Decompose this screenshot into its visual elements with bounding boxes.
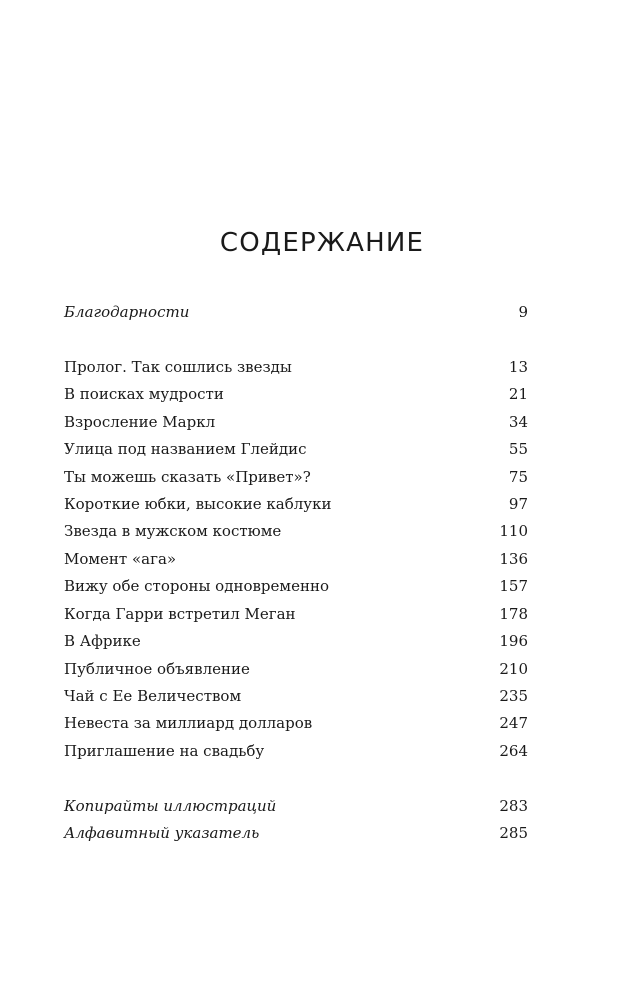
entry-label: Благодарности: [64, 303, 190, 321]
entry-label: Момент «ага»: [64, 550, 177, 568]
toc-entry-chapter-10: [64, 631, 528, 651]
toc-entry-chapter-2: [64, 412, 528, 432]
entry-label: Копирайты иллюстраций: [64, 797, 277, 815]
entry-page: 157: [499, 577, 528, 595]
toc-entry-chapter-4: [64, 467, 528, 487]
entry-label: Улица под названием Глейдис: [64, 440, 307, 458]
entry-page: 55: [508, 440, 528, 458]
entry-label: Звезда в мужском костюме: [64, 522, 282, 540]
toc-entry-chapter-0: [64, 357, 528, 377]
entry-label: Алфавитный указатель: [64, 824, 260, 842]
toc-entry-back-0: [64, 796, 528, 816]
entry-page: 285: [499, 824, 528, 842]
entry-label: Невеста за миллиард долларов: [64, 714, 313, 732]
entry-page: 13: [508, 358, 528, 376]
entry-page: 34: [508, 413, 528, 431]
entry-page: 247: [499, 714, 528, 732]
entry-label: Вижу обе стороны одновременно: [64, 577, 329, 595]
entry-label: В поисках мудрости: [64, 385, 224, 403]
toc-entry-chapter-8: [64, 576, 528, 596]
entry-page: 21: [508, 385, 528, 403]
toc-entry-chapter-6: [64, 521, 528, 541]
entry-page: 136: [499, 550, 528, 568]
entry-page: 75: [508, 468, 528, 486]
entry-page: 196: [499, 632, 528, 650]
entry-page: 210: [499, 660, 528, 678]
toc-title: СОДЕРЖАНИЕ: [219, 228, 425, 258]
entry-label: Ты можешь сказать «Привет»?: [64, 468, 311, 486]
entry-page: 264: [499, 742, 528, 760]
entry-label: В Африке: [64, 632, 141, 650]
entry-page: 110: [499, 522, 528, 540]
toc-entry-chapter-5: [64, 494, 528, 514]
entry-label: Публичное объявление: [64, 660, 250, 678]
entry-page: 9: [518, 303, 528, 321]
entry-page: 97: [508, 495, 528, 513]
entry-page: 235: [499, 687, 528, 705]
toc-entry-back-1: [64, 823, 528, 843]
toc-entry-chapter-9: [64, 604, 528, 624]
entry-label: Пролог. Так сошлись звезды: [64, 358, 292, 376]
toc-entry-front-0: [64, 302, 528, 322]
entry-label: Приглашение на свадьбу: [64, 742, 265, 760]
entry-label: Короткие юбки, высокие каблуки: [64, 495, 332, 513]
toc-entry-chapter-3: [64, 439, 528, 459]
toc-entry-chapter-11: [64, 659, 528, 679]
toc-entry-chapter-14: [64, 741, 528, 761]
toc-entry-chapter-13: [64, 713, 528, 733]
toc-entry-chapter-1: [64, 384, 528, 404]
entry-label: Чай с Ее Величеством: [64, 687, 242, 705]
entry-label: Когда Гарри встретил Меган: [64, 605, 296, 623]
toc-entry-chapter-7: [64, 549, 528, 569]
entry-page: 283: [499, 797, 528, 815]
entry-label: Взросление Маркл: [64, 413, 216, 431]
entry-page: 178: [499, 605, 528, 623]
toc-entry-chapter-12: [64, 686, 528, 706]
